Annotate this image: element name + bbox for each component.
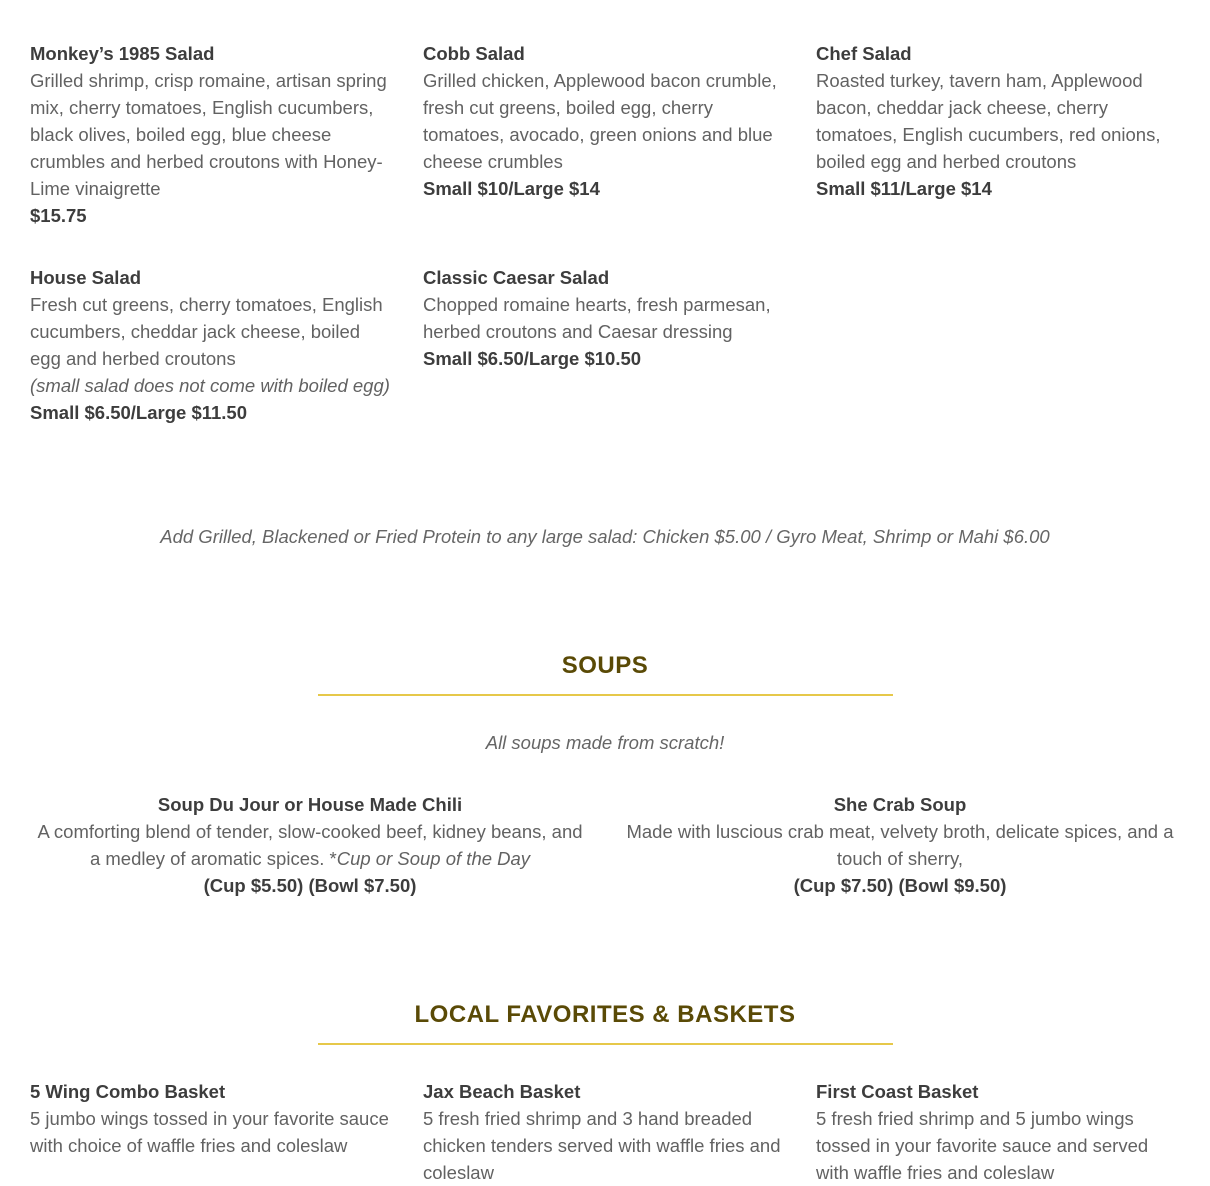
section-title-soups: SOUPS [561, 652, 649, 679]
item-description: 5 jumbo wings tossed in your favorite sauce with choice of waffle fries and coleslaw [30, 1108, 389, 1156]
item-description: Fresh cut greens, cherry tomatoes, English cucumbers, cheddar jack cheese, boiled egg and herbed croutons [30, 294, 383, 369]
item-price: (Cup $7.50) (Bowl $9.50) [793, 875, 1007, 896]
item-description: 5 fresh fried shrimp and 5 jumbo wings tossed in your favorite sauce and served with waffle fries and coleslaw [816, 1108, 1149, 1183]
item-name: Cobb Salad [423, 43, 525, 64]
item-name: Monkey’s 1985 Salad [30, 43, 215, 64]
item-name: House Salad [30, 267, 142, 288]
salads-row-1 [30, 40, 1180, 229]
item-description: Roasted turkey, tavern ham, Applewood bacon, cheddar jack cheese, cherry tomatoes, English cucumbers, red onions, boiled egg and herbed croutons [816, 70, 1161, 172]
menu-item-chef-salad [816, 40, 1179, 229]
item-price: Small $10/Large $14 [423, 178, 600, 199]
item-name: Classic Caesar Salad [423, 267, 610, 288]
item-description: Chopped romaine hearts, fresh parmesan, herbed croutons and Caesar dressing [423, 294, 771, 342]
menu-item-first-coast-basket [816, 1078, 1179, 1186]
section-divider [318, 694, 893, 696]
protein-addon-note: Add Grilled, Blackened or Fried Protein to any large salad: Chicken $5.00 / Gyro Meat, Shrimp or Mahi $6.00 [160, 526, 1050, 547]
item-price: (Cup $5.50) (Bowl $7.50) [203, 875, 417, 896]
item-description-text: A comforting blend of tender, slow-cooked beef, kidney beans, and a medley of aromatic spices. * [37, 821, 583, 869]
item-name: 5 Wing Combo Basket [30, 1081, 226, 1102]
item-name: Soup Du Jour or House Made Chili [157, 794, 463, 815]
item-price: Small $6.50/Large $11.50 [30, 402, 248, 423]
item-name: Jax Beach Basket [423, 1081, 581, 1102]
item-price: $15.75 [30, 205, 87, 226]
section-title-local-favorites: LOCAL FAVORITES & BASKETS [414, 1001, 796, 1028]
favorites-row [30, 1078, 1180, 1186]
salads-row-2 [30, 264, 1180, 426]
item-price: Small $6.50/Large $10.50 [423, 348, 642, 369]
menu-item-classic-caesar-salad [423, 264, 786, 426]
item-name: First Coast Basket [816, 1081, 979, 1102]
soups-subtitle: All soups made from scratch! [485, 732, 725, 753]
menu-item-house-salad [30, 264, 393, 426]
item-description-italic: Cup or Soup of the Day [336, 848, 531, 869]
empty-cell [816, 264, 1179, 426]
item-note: (small salad does not come with boiled egg) [30, 375, 390, 396]
menu-item-jax-beach-basket [423, 1078, 786, 1186]
item-description: Made with luscious crab meat, velvety broth, delicate spices, and a touch of sherry, [626, 821, 1174, 869]
menu-item-5-wing-combo-basket [30, 1078, 393, 1186]
menu-item-soup-du-jour [30, 791, 590, 899]
item-price: Small $11/Large $14 [816, 178, 992, 199]
item-description: 5 fresh fried shrimp and 3 hand breaded chicken tenders served with waffle fries and coleslaw [423, 1108, 781, 1183]
soups-row [30, 791, 1180, 899]
menu-item-cobb-salad [423, 40, 786, 229]
item-name: Chef Salad [816, 43, 912, 64]
item-description: Grilled chicken, Applewood bacon crumble, fresh cut greens, boiled egg, cherry tomatoes, avocado, green onions and blue cheese crumbles [423, 70, 777, 172]
section-divider [318, 1043, 893, 1045]
item-description [30, 818, 590, 872]
item-description: Grilled shrimp, crisp romaine, artisan spring mix, cherry tomatoes, English cucumbers, black olives, boiled egg, blue cheese crumbles and herbed croutons with Honey-Lime vinaigrette [30, 70, 387, 199]
item-name: She Crab Soup [833, 794, 967, 815]
menu-item-monkeys-1985-salad [30, 40, 393, 229]
menu-item-she-crab-soup [620, 791, 1180, 899]
